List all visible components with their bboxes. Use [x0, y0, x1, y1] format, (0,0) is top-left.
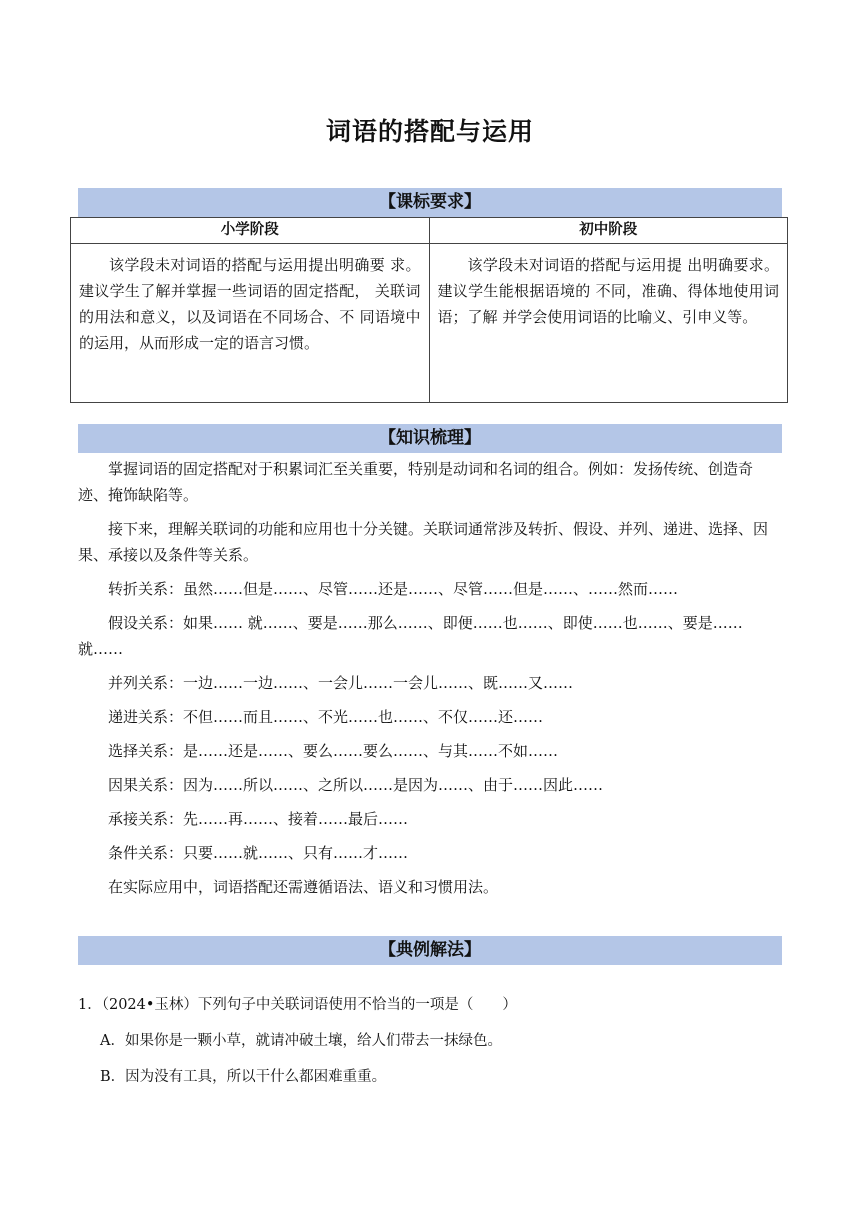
relation-line-parallel: 并列关系：一边……一边……、一会儿……一会儿……、既……又…… [108, 674, 574, 692]
knowledge-section [78, 456, 782, 908]
relation-line-contrast: 转折关系：虽然……但是……、尽管……还是……、尽管……但是……、……然而…… [108, 580, 679, 598]
relation-line-causal: 因果关系：因为……所以……、之所以……是因为……、由于……因此…… [108, 776, 604, 794]
cell-primary-stage: 该学段未对词语的搭配与运用提出明确要 求。建议学生了解并掌握一些词语的固定搭配， 关联词的用法和意义，以及词语在不同场合、不 同语境中的运用，从而形成一定的语言习惯。 [71, 244, 430, 402]
section-header-curriculum: 【课标要求】 [78, 188, 782, 217]
header-primary-stage: 小学阶段 [71, 218, 430, 243]
cell-junior-stage: 该学段未对词语的搭配与运用提 出明确要求。建议学生能根据语境的 不同，准确、得体地使用词语；了解 并学会使用词语的比喻义、引申义等。 [437, 256, 779, 326]
example-question [78, 992, 782, 1100]
knowledge-closing: 在实际应用中，词语搭配还需遵循语法、语义和习惯用法。 [108, 878, 499, 896]
relation-line-condition: 条件关系：只要……就……、只有……才…… [108, 844, 409, 862]
knowledge-paragraph: 掌握词语的固定搭配对于积累词汇至关重要，特别是动词和名词的组合。例如：发扬传统、创造奇迹、掩饰缺陷等。 [78, 460, 754, 504]
question-stem: 1．（2024•玉林）下列句子中关联词语使用不恰当的一项是（ ） [78, 997, 517, 1013]
requirements-table [70, 217, 788, 403]
relation-line-sequence: 承接关系：先……再……、接着……最后…… [108, 810, 409, 828]
option-a: A．如果你是一颗小草，就请冲破土壤，给人们带去一抹绿色。 [100, 1033, 502, 1049]
table-header-row [71, 218, 787, 244]
knowledge-paragraph: 接下来，理解关联词的功能和应用也十分关键。关联词通常涉及转折、假设、并列、递进、选择、因果、承接以及条件等关系。 [78, 520, 769, 564]
page-title: 词语的搭配与运用 [325, 117, 534, 146]
option-b: B．因为没有工具，所以干什么都困难重重。 [100, 1069, 387, 1085]
relation-line-hypothesis: 假设关系：如果…… 就……、要是……那么……、即便……也……、即使……也……、要是……就…… [78, 614, 743, 658]
section-header-knowledge: 【知识梳理】 [78, 424, 782, 453]
relation-line-choice: 选择关系：是……还是……、要么……要么……、与其……不如…… [108, 742, 559, 760]
relation-line-progressive: 递进关系：不但……而且……、不光……也……、不仅……还…… [108, 708, 544, 726]
header-junior-stage: 初中阶段 [579, 222, 638, 238]
section-header-examples: 【典例解法】 [78, 936, 782, 965]
table-body-row [71, 244, 787, 402]
